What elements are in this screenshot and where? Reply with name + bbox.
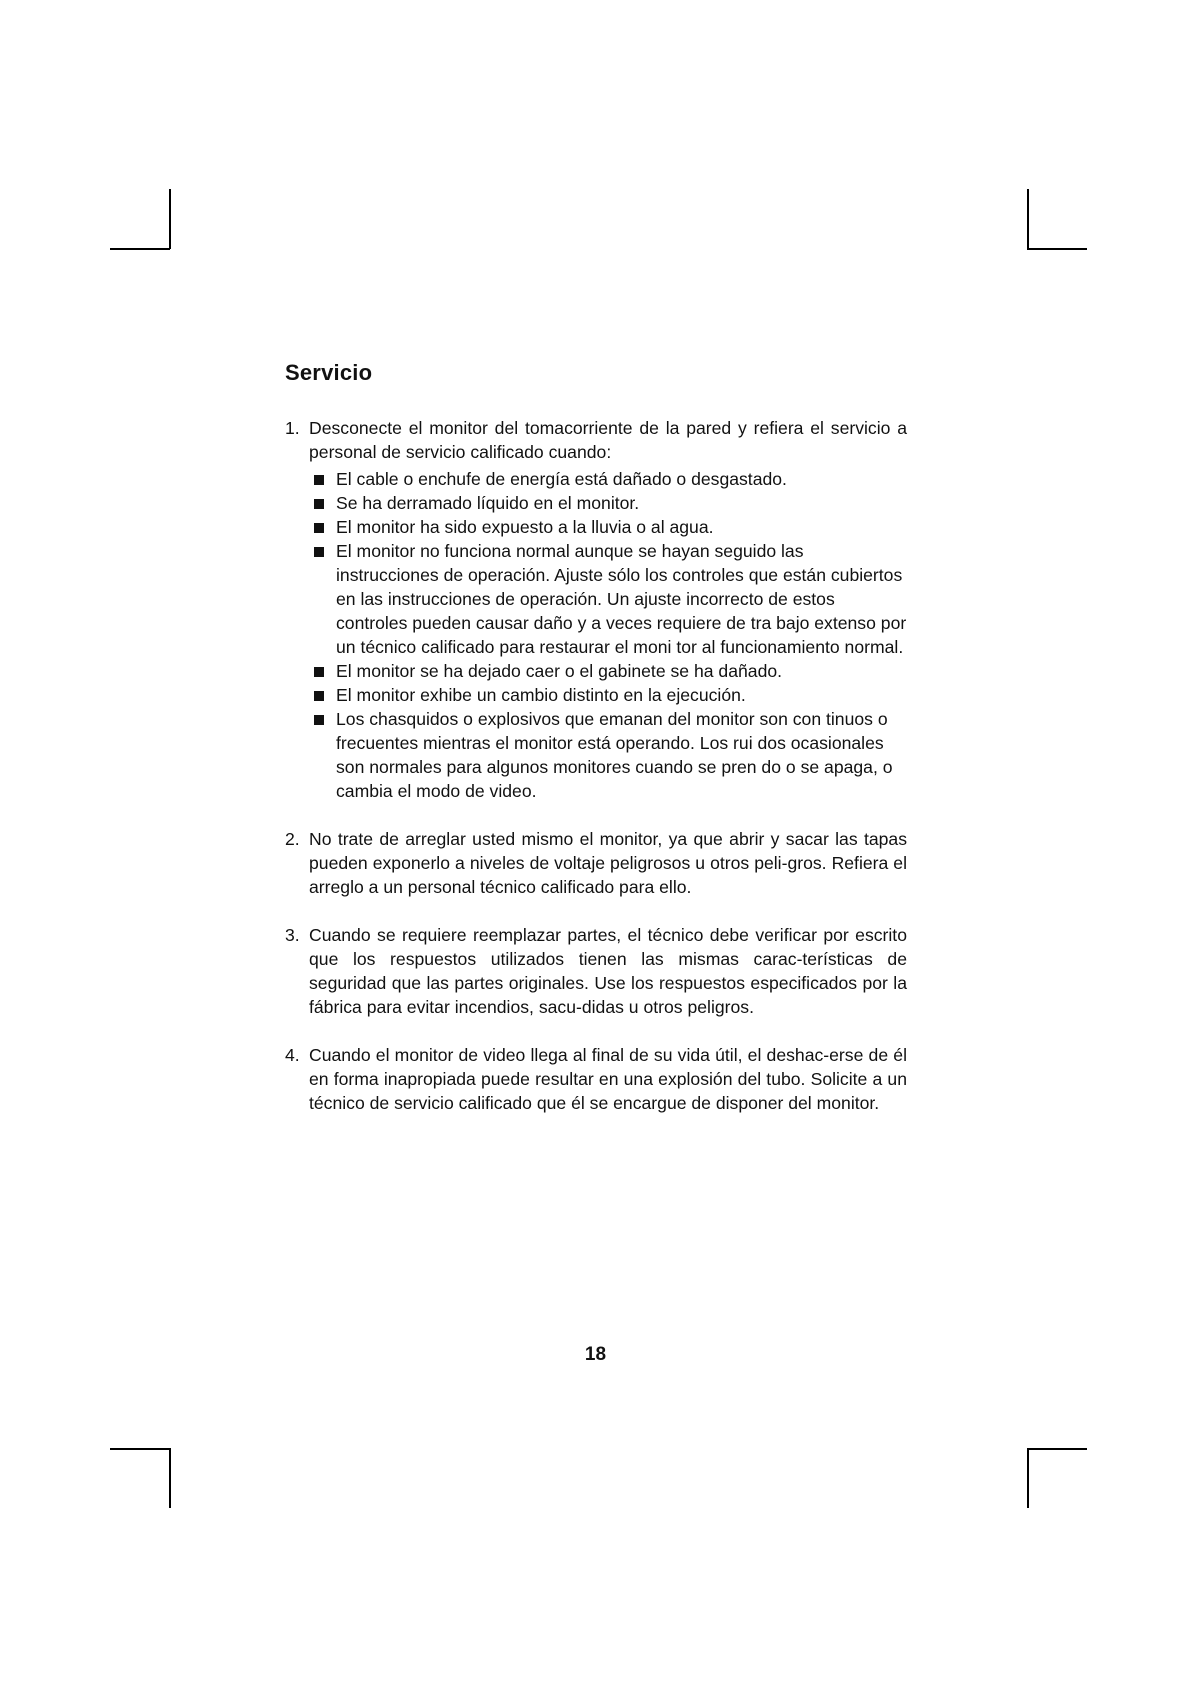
list-item	[285, 923, 907, 1019]
item-number: 2.	[285, 829, 300, 849]
item-text: Desconecte el monitor del tomacorriente de la pared y refiera el servicio a personal de servicio calificado cuando:	[309, 418, 907, 462]
square-bullet-icon	[314, 475, 324, 485]
bullet-item	[309, 491, 907, 515]
square-bullet-icon	[314, 691, 324, 701]
bullet-text: Los chasquidos o explosivos que emanan del monitor son con tinuos o frecuentes mientras el monitor está operando. Los rui dos ocasionales son normales para algunos monitores cuando se pren do o se apaga, o cambia el modo de video.	[336, 709, 893, 801]
list-item	[285, 1043, 907, 1115]
bullet-text: El monitor exhibe un cambio distinto en la ejecución.	[336, 685, 746, 705]
bullet-text: El monitor no funciona normal aunque se hayan seguido las instrucciones de operación. Ajuste sólo los controles que están cubiertos en las instrucciones de operación. Un ajuste incorrecto de estos controles pueden causar daño y a veces requiere de tra bajo extenso por un técnico calificado para restaurar el moni tor al funcionamiento normal.	[336, 541, 907, 657]
bullet-text: El cable o enchufe de energía está dañado o desgastado.	[336, 469, 787, 489]
bullet-text: El monitor ha sido expuesto a la lluvia o al agua.	[336, 517, 714, 537]
bullet-item	[309, 707, 907, 803]
item-number: 1.	[285, 418, 300, 438]
item-number: 4.	[285, 1045, 300, 1065]
crop-mark-top-right-horizontal	[1027, 248, 1087, 250]
bullet-text: El monitor se ha dejado caer o el gabinete se ha dañado.	[336, 661, 783, 681]
condition-list	[309, 467, 907, 803]
crop-mark-top-right-vertical	[1027, 189, 1029, 249]
crop-mark-bottom-right-vertical	[1027, 1448, 1029, 1508]
bullet-item	[309, 683, 907, 707]
item-text: Cuando el monitor de video llega al final de su vida útil, el deshac-erse de él en forma inapropiada puede resultar en una explosión del tubo. Solicite a un técnico de servicio calificado que él se encargue de disponer del monitor.	[309, 1045, 907, 1113]
list-item	[285, 827, 907, 899]
square-bullet-icon	[314, 499, 324, 509]
square-bullet-icon	[314, 715, 324, 725]
crop-mark-top-left-vertical	[169, 189, 171, 249]
bullet-item	[309, 515, 907, 539]
crop-mark-bottom-left-horizontal	[110, 1448, 170, 1450]
crop-mark-bottom-left-vertical	[169, 1448, 171, 1508]
bullet-item	[309, 467, 907, 491]
crop-mark-bottom-right-horizontal	[1027, 1448, 1087, 1450]
square-bullet-icon	[314, 547, 324, 557]
square-bullet-icon	[314, 667, 324, 677]
item-text: Cuando se requiere reemplazar partes, el técnico debe verificar por escrito que los respuestos utilizados tienen las mismas carac-terísticas de seguridad que las partes originales. Use los respuestos especificados por la fábrica para evitar incendios, sacu-didas u otros peligros.	[309, 925, 907, 1017]
document-body	[285, 360, 907, 1139]
service-list	[285, 416, 907, 1115]
item-text: No trate de arreglar usted mismo el monitor, ya que abrir y sacar las tapas pueden exponerlo a niveles de voltaje peligrosos u otros peli-gros. Refiera el arreglo a un personal técnico calificado para ello.	[309, 829, 907, 897]
page-number: 18	[584, 1344, 607, 1365]
bullet-text: Se ha derramado líquido en el monitor.	[336, 493, 640, 513]
crop-mark-top-left-horizontal	[110, 248, 170, 250]
bullet-item	[309, 659, 907, 683]
page-title: Servicio	[285, 360, 373, 385]
bullet-item	[309, 539, 907, 659]
item-number: 3.	[285, 925, 300, 945]
list-item	[285, 416, 907, 803]
square-bullet-icon	[314, 523, 324, 533]
